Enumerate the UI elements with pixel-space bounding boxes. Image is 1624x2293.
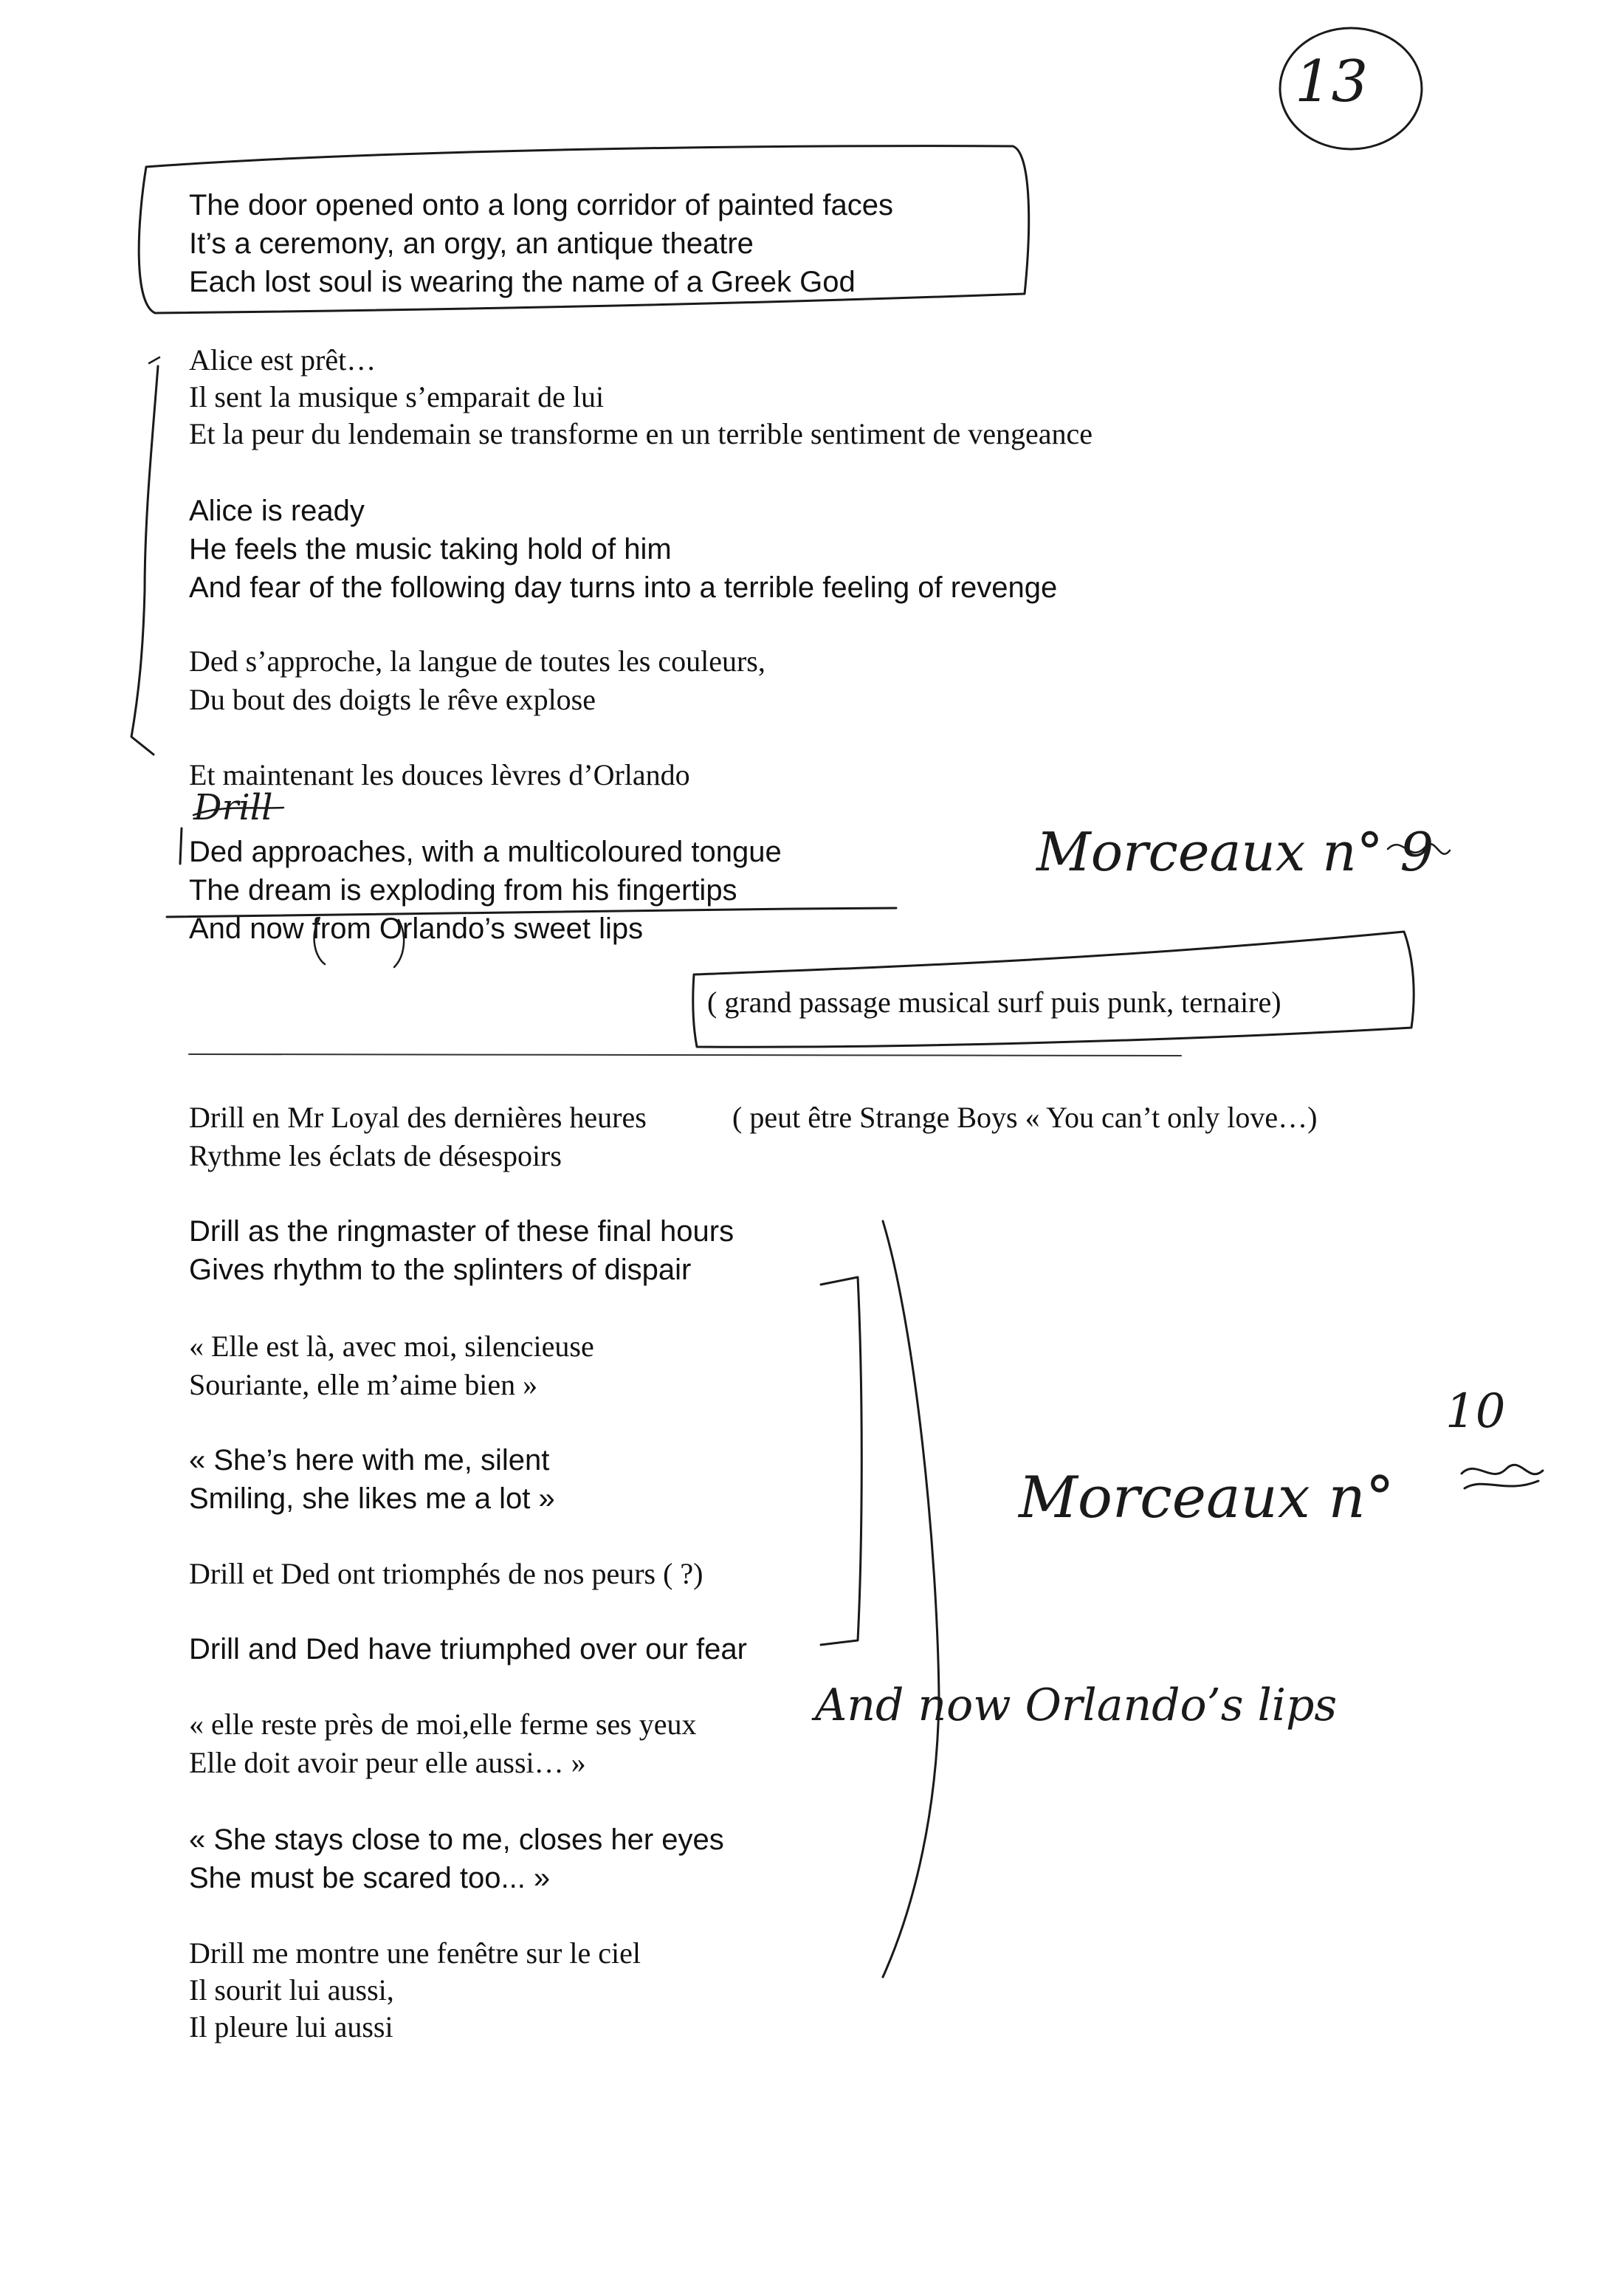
block4-line-2: Du bout des doigts le rêve explose [189,683,596,716]
block15-line-2: Il sourit lui aussi, [189,1973,394,2007]
block3-line-1: Alice is ready [189,495,365,527]
block1-line-1: The door opened onto a long corridor of painted faces [189,189,893,221]
block4-line-1: Ded s’approche, la langue de toutes les couleurs, [189,644,765,678]
block2-line-1: Alice est prêt… [189,343,376,377]
block7-line-1: Drill en Mr Loyal des dernières heures [189,1101,647,1134]
block8-line-2: Gives rhythm to the splinters of dispair [189,1254,692,1286]
block13-line-2: Elle doit avoir peur elle aussi… » [189,1746,586,1779]
block7-line-2: Rythme les éclats de désespoirs [189,1139,562,1172]
block9-line-2: Souriante, elle m’aime bien » [189,1368,538,1401]
block13-line-1: « elle reste près de moi,elle ferme ses yeux [189,1708,697,1741]
block15-line-3: Il pleure lui aussi [189,2010,393,2043]
handwritten-drill-correction: Drill [193,787,273,828]
block5-line: Et maintenant les douces lèvres d’Orlando [189,758,690,791]
block6-line-3: And now from Orlando’s sweet lips [189,912,644,945]
block7-note: ( peut être Strange Boys « You can’t only love…) [732,1101,1318,1134]
block12-line: Drill and Ded have triumphed over our fear [189,1633,747,1665]
stage-note: ( grand passage musical surf puis punk, ternaire) [707,986,1281,1019]
page-number: 13 [1295,49,1369,115]
block10-line-2: Smiling, she likes me a lot » [189,1482,555,1515]
correction-bar [180,828,182,864]
block14-line-1: « She stays close to me, closes her eyes [189,1823,724,1856]
block2-line-3: Et la peur du lendemain se transforme en un terrible sentiment de vengeance [189,417,1093,450]
block3-line-2: He feels the music taking hold of him [189,533,672,565]
block10-line-1: « She’s here with me, silent [189,1444,550,1476]
block11-line: Drill et Ded ont triomphés de nos peurs ( ?) [189,1557,703,1590]
right-bracket-large [883,1221,939,1977]
block8-line-1: Drill as the ringmaster of these final hours [189,1215,734,1248]
block9-line-1: « Elle est là, avec moi, silencieuse [189,1330,594,1363]
block15-line-1: Drill me montre une fenêtre sur le ciel [189,1936,641,1970]
handwritten-number-10: 10 [1445,1384,1506,1439]
block6-line-2: The dream is exploding from his fingertips [189,874,737,907]
block2-line-2: Il sent la musique s’emparait de lui [189,380,605,413]
block14-line-2: She must be scared too... » [189,1862,551,1894]
handwritten-morceaux-9: Morceaux n° 9 [1036,821,1434,883]
handwritten-and-now-orlando: And now Orlando’s lips [815,1680,1338,1731]
right-bracket-small [821,1277,861,1645]
scribble-10 [1462,1465,1543,1488]
block6-line-1: Ded approaches, with a multicoloured tongue [189,836,782,868]
left-bracket [131,366,158,754]
section-divider [189,1054,1181,1056]
block1-line-3: Each lost soul is wearing the name of a Greek God [189,266,856,298]
block1-line-2: It’s a ceremony, an orgy, an antique theatre [189,227,754,260]
handwritten-morceaux-10: Morceaux n° [1019,1465,1394,1531]
block3-line-3: And fear of the following day turns into a terrible feeling of revenge [189,571,1058,604]
